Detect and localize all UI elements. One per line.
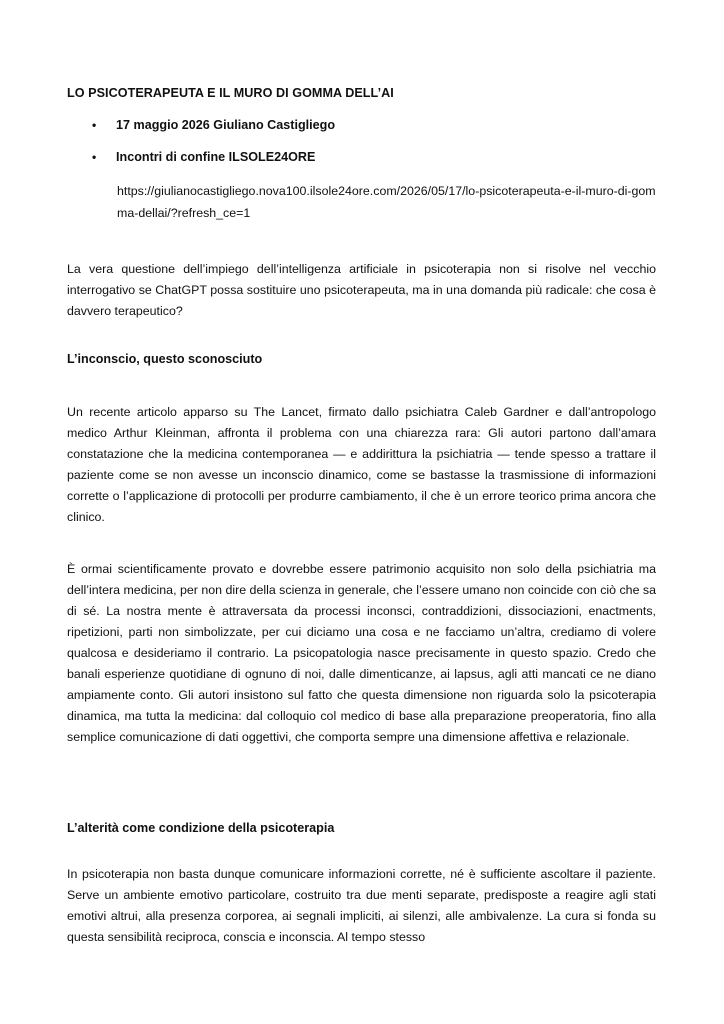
intro-paragraph: La vera questione dell’impiego dell’intelligenza artificiale in psicoterapia non si risolve nel vecchio interrogativo se ChatGPT possa sostituire uno psicoterapeuta, ma in una domanda più radicale: che cosa è davvero terapeutico? (67, 262, 656, 318)
section-heading: L’inconscio, questo sconosciuto (67, 352, 263, 366)
body-paragraph: Un recente articolo apparso su The Lancet, firmato dallo psichiatra Caleb Gardner e dall’antropologo medico Arthur Kleinman, affronta il problema con una chiarezza rara: Gli autori partono dall’amara constatazione che la medicina contemporanea — e addirittura la psichiatria — tende spesso a trattare il paziente come se non avesse un inconscio dinamico, come se bastasse la trasmissione di informazioni corrette o l’applicazione di protocolli per produrre cambiamento, il che è un errore teorico prima ancora che clinico. (67, 405, 656, 524)
date-author: 17 maggio 2026 Giuliano Castigliego (116, 118, 336, 132)
column-source: Incontri di confine ILSOLE24ORE (116, 150, 316, 164)
body-paragraph: In psicoterapia non basta dunque comunicare informazioni corrette, né è sufficiente ascoltare il paziente. Serve un ambiente emotivo particolare, costruito tra due menti separate, predisposte a reagire agli stati emotivi altrui, alla presenza corporea, ai segnali impliciti, ai silenzi, alle ambivalenze. La cura si fonda su questa sensibilità reciproca, conscia e inconscia. Al tempo stesso (67, 867, 656, 944)
body-paragraph: È ormai scientificamente provato e dovrebbe essere patrimonio acquisito non solo della psichiatria ma dell’intera medicina, per non dire della scienza in generale, che l’essere umano non coincide con ciò che sa di sé. La nostra mente è attraversata da processi inconsci, contraddizioni, dissociazioni, enactments, ripetizioni, parti non simbolizzate, per cui diciamo una cosa e ne facciamo un’altra, crediamo di volere qualcosa e desideriamo il contrario. La psicopatologia nasce precisamente in questo spazio. Credo che banali esperienze quotidiane di ognuno di noi, dalle dimenticanze, ai lapsus, agli atti mancati ce ne diano ampiamente conto. Gli autori insistono sul fatto che questa dimensione non riguarda solo la psicoterapia dinamica, ma tutta la medicina: dal colloquio col medico di base alla preparazione preoperatoria, fino alla semplice comunicazione di dati oggettivi, che comporta sempre una dimensione affettiva e relazionale. (67, 562, 656, 744)
bullet-icon: • (92, 150, 97, 164)
document-title: LO PSICOTERAPEUTA E IL MURO DI GOMMA DELL’AI (67, 86, 394, 100)
section-heading: L’alterità come condizione della psicoterapia (67, 821, 335, 835)
source-url: https://giulianocastigliego.nova100.ilsole24ore.com/2026/05/17/lo-psicoterapeuta-e-il-muro-di-gomma-dellai/?refresh_ce=1 (117, 184, 656, 220)
bullet-icon: • (92, 118, 97, 132)
